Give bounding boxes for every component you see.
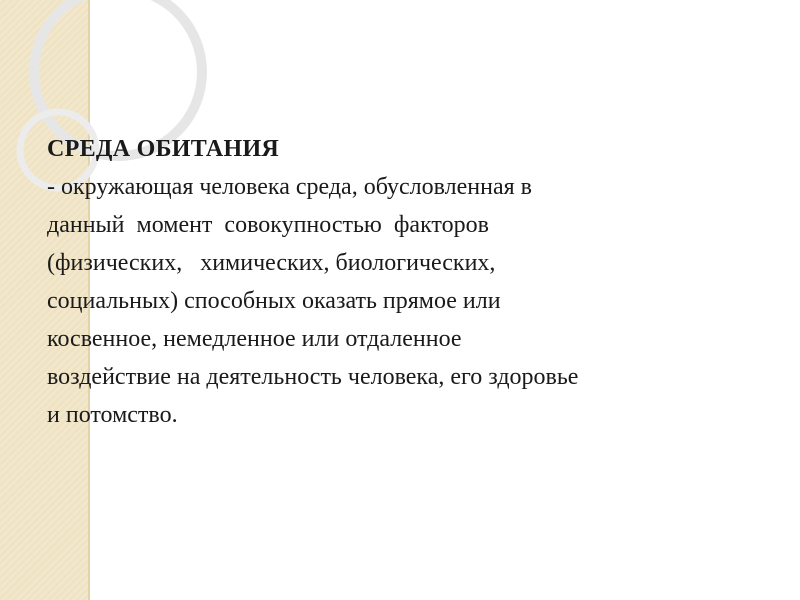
- body-line-6: воздействие на деятельность человека, его здоровье: [47, 364, 579, 390]
- body-line-7: и потомство.: [47, 402, 178, 428]
- body-line-2: данный момент совокупностью факторов: [47, 212, 489, 238]
- body-line-3: (физических, химических, биологических,: [47, 250, 496, 276]
- body-line-4: социальных) способных оказать прямое или: [47, 288, 501, 314]
- definition-text-block: [47, 130, 767, 434]
- body-line-5: косвенное, немедленное или отдаленное: [47, 326, 462, 352]
- slide-title: СРЕДА ОБИТАНИЯ: [47, 136, 280, 162]
- body-line-1: - окружающая человека среда, обусловленная в: [47, 174, 532, 200]
